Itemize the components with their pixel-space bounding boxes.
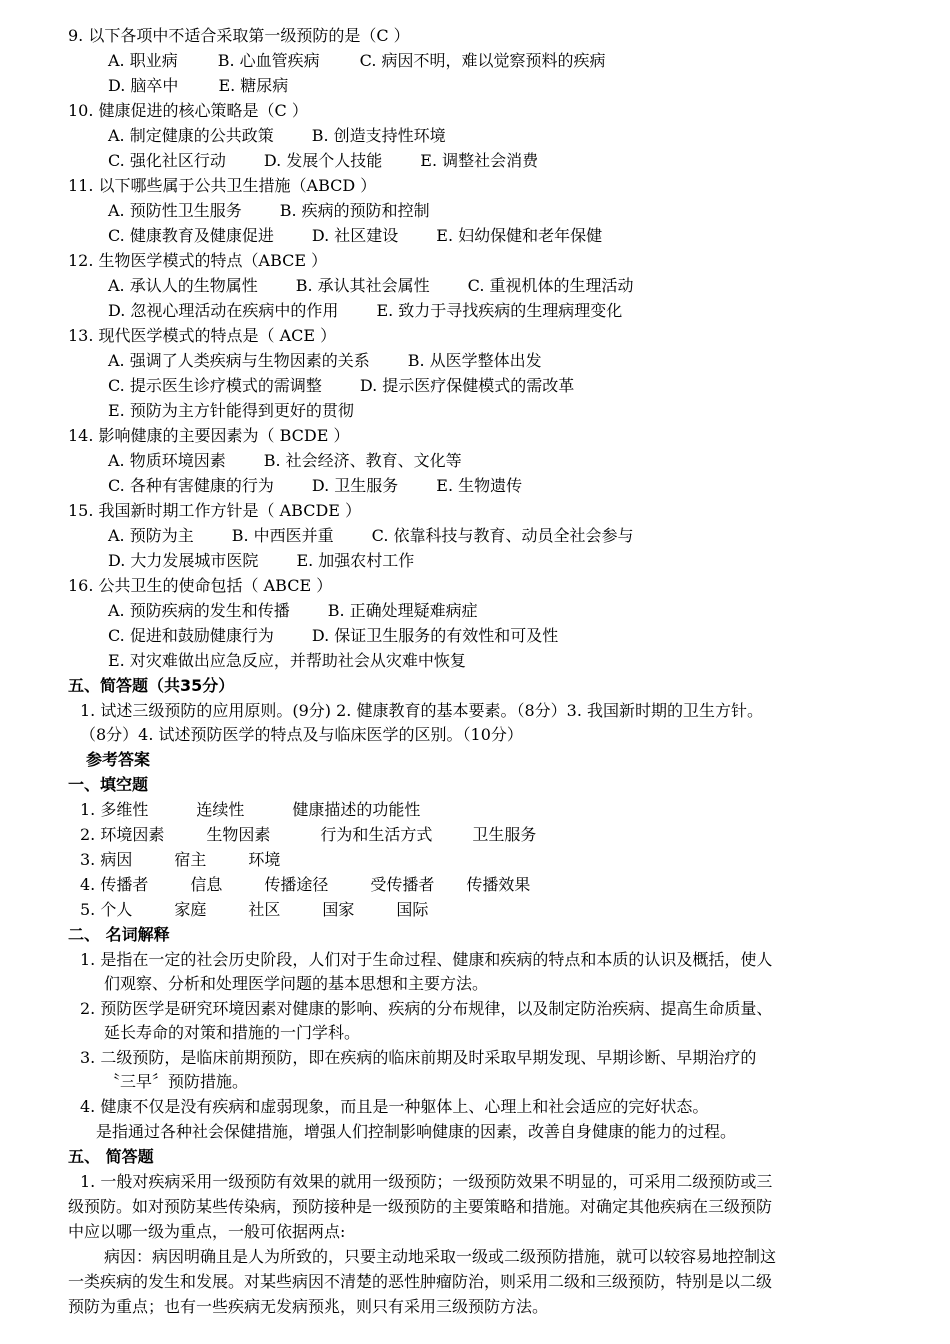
short-answer-line: 一类疾病的发生和发展。对某些病因不清楚的恶性肿瘤防治，则采用二级和三级预防，特别是以二级	[68, 1272, 773, 1291]
option-row: A. 物质环境因素 B. 社会经济、教育、文化等	[108, 451, 462, 470]
short-answer-line: 中应以哪一级为重点，一般可依据两点:	[68, 1222, 346, 1241]
option-row: C. 健康教育及健康促进 D. 社区建设 E. 妇幼保健和老年保健	[108, 226, 603, 245]
option-row: C. 各种有害健康的行为 D. 卫生服务 E. 生物遗传	[108, 476, 523, 495]
option-row: C. 强化社区行动 D. 发展个人技能 E. 调整社会消费	[108, 151, 539, 170]
section-heading: 五、 简答题	[68, 1147, 154, 1166]
option-row: A. 预防为主 B. 中西医并重 C. 依靠科技与教育、动员全社会参与	[108, 526, 634, 545]
short-answer-line: 级预防。如对预防某些传染病，预防接种是一级预防的主要策略和措施。对确定其他疾病在三级预防	[68, 1197, 773, 1216]
essay-questions-line: 1. 试述三级预防的应用原则。(9分) 2. 健康教育的基本要素。（8分）3. 我国新时期的卫生方针。	[80, 701, 763, 720]
option-row: C. 提示医生诊疗模式的需调整 D. 提示医疗保健模式的需改革	[108, 376, 575, 395]
short-answer-line: 预防为重点；也有一些疾病无发病预兆，则只有采用三级预防方法。	[68, 1297, 549, 1316]
section-heading: 五、简答题（共35分）	[68, 676, 235, 695]
question-stem: 10. 健康促进的核心策略是（C ）	[68, 101, 308, 120]
term-answer-line: 〝三早〞预防措施。	[104, 1072, 249, 1091]
term-answer-line: 是指通过各种社会保健措施，增强人们控制影响健康的因素，改善自身健康的能力的过程。	[96, 1122, 737, 1141]
question-stem: 9. 以下各项中不适合采取第一级预防的是（C ）	[68, 26, 410, 45]
option-row: E. 对灾难做出应急反应，并帮助社会从灾难中恢复	[108, 651, 466, 670]
question-stem: 12. 生物医学模式的特点（ABCE ）	[68, 251, 328, 270]
question-stem: 14. 影响健康的主要因素为（ BCDE ）	[68, 426, 350, 445]
fill-answer-row: 1. 多维性 连续性 健康描述的功能性	[80, 800, 421, 819]
term-answer-line: 1. 是指在一定的社会历史阶段，人们对于生命过程、健康和疾病的特点和本质的认识及概括，使人	[80, 950, 773, 969]
term-answer-line: 4. 健康不仅是没有疾病和虚弱现象，而且是一种躯体上、心理上和社会适应的完好状态。	[80, 1097, 709, 1116]
option-row: A. 强调了人类疾病与生物因素的关系 B. 从医学整体出发	[108, 351, 542, 370]
fill-answer-row: 2. 环境因素 生物因素 行为和生活方式 卫生服务	[80, 825, 537, 844]
section-heading: 一、填空题	[68, 775, 149, 794]
question-stem: 16. 公共卫生的使命包括（ ABCE ）	[68, 576, 333, 595]
term-answer-line: 延长寿命的对策和措施的一门学科。	[104, 1023, 361, 1042]
option-row: A. 预防疾病的发生和传播 B. 正确处理疑难病症	[108, 601, 478, 620]
option-row: A. 预防性卫生服务 B. 疾病的预防和控制	[108, 201, 430, 220]
short-answer-line: 1. 一般对疾病采用一级预防有效果的就用一级预防；一级预防效果不明显的，可采用二级预防或三	[80, 1172, 773, 1191]
option-row: C. 促进和鼓励健康行为 D. 保证卫生服务的有效性和可及性	[108, 626, 559, 645]
short-answer-line: 病因：病因明确且是人为所致的，只要主动地采取一级或二级预防措施，就可以较容易地控制这	[104, 1247, 777, 1266]
answers-title: 参考答案	[86, 750, 151, 769]
option-row: E. 预防为主方针能得到更好的贯彻	[108, 401, 354, 420]
option-row: D. 忽视心理活动在疾病中的作用 E. 致力于寻找疾病的生理病理变化	[108, 301, 623, 320]
option-row: A. 制定健康的公共政策 B. 创造支持性环境	[108, 126, 446, 145]
option-row: A. 承认人的生物属性 B. 承认其社会属性 C. 重视机体的生理活动	[108, 276, 634, 295]
option-row: A. 职业病 B. 心血管疾病 C. 病因不明，难以觉察预料的疾病	[108, 51, 606, 70]
question-stem: 13. 现代医学模式的特点是（ ACE ）	[68, 326, 337, 345]
term-answer-line: 们观察、分析和处理医学问题的基本思想和主要方法。	[104, 974, 489, 993]
essay-questions-line: （8分）4. 试述预防医学的特点及与临床医学的区别。（10分）	[80, 725, 523, 744]
fill-answer-row: 4. 传播者 信息 传播途径 受传播者 传播效果	[80, 875, 531, 894]
term-answer-line: 3. 二级预防，是临床前期预防，即在疾病的临床前期及时采取早期发现、早期诊断、早期治疗的	[80, 1048, 757, 1067]
term-answer-line: 2. 预防医学是研究环境因素对健康的影响、疾病的分布规律，以及制定防治疾病、提高生命质量、	[80, 999, 773, 1018]
fill-answer-row: 5. 个人 家庭 社区 国家 国际	[80, 900, 429, 919]
question-stem: 15. 我国新时期工作方针是（ ABCDE ）	[68, 501, 362, 520]
fill-answer-row: 3. 病因 宿主 环境	[80, 850, 281, 869]
option-row: D. 大力发展城市医院 E. 加强农村工作	[108, 551, 415, 570]
option-row: D. 脑卒中 E. 糖尿病	[108, 76, 289, 95]
section-heading: 二、 名词解释	[68, 925, 170, 944]
question-stem: 11. 以下哪些属于公共卫生措施（ABCD ）	[68, 176, 377, 195]
